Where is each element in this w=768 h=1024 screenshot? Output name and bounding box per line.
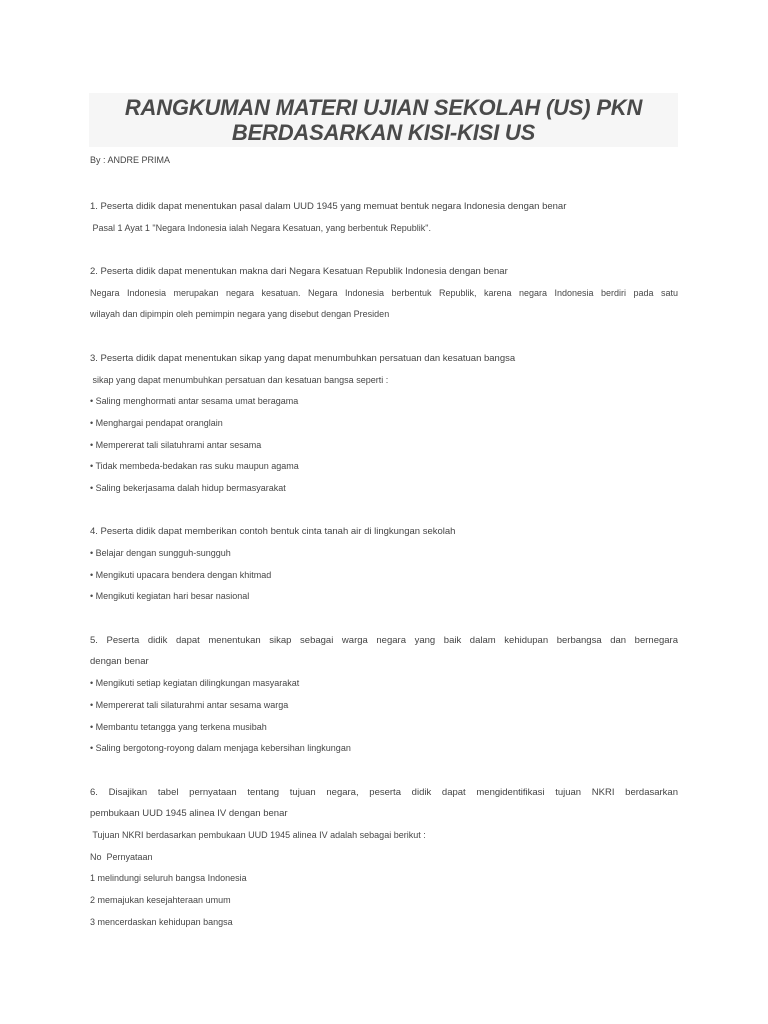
section-2-line: wilayah dan dipimpin oleh pemimpin negara yang disebut dengan Presiden — [90, 309, 390, 320]
list-item: • Saling bekerjasama dalah hidup bermasyarakat — [90, 482, 286, 493]
table-row: 2 memajukan kesejahteraan umum — [90, 895, 231, 905]
list-item: • Saling bergotong-royong dalam menjaga kebersihan lingkungan — [90, 743, 351, 754]
list-item: • Belajar dengan sungguh-sungguh — [90, 548, 231, 558]
spacer — [90, 608, 678, 630]
list-item: • Mengikuti setiap kegiatan dilingkungan masyarakat — [90, 678, 300, 689]
section-3-heading: 3. Peserta didik dapat menentukan sikap yang dapat menumbuhkan persatuan dan kesatuan bangsa — [90, 352, 516, 364]
list-item: • Tidak membeda-bedakan ras suku maupun agama — [90, 461, 299, 472]
list-item: • Menghargai pendapat oranglain — [90, 417, 223, 428]
section-1-heading: 1. Peserta didik dapat menentukan pasal dalam UUD 1945 yang memuat bentuk negara Indonesia dengan benar — [90, 201, 567, 212]
section-6-line: Tujuan NKRI berdasarkan pembukaan UUD 1945 alinea IV adalah sebagai berikut : — [90, 829, 426, 840]
title-banner — [89, 93, 678, 147]
section-1-line: Pasal 1 Ayat 1 "Negara Indonesia ialah Negara Kesatuan, yang berbentuk Republik". — [90, 222, 431, 233]
section-6-heading: 6. Disajikan tabel pernyataan tentang tujuan negara, peserta didik dapat mengidentifikasi tujuan NKRI berdasarkan — [90, 786, 678, 798]
section-2-heading: 2. Peserta didik dapat menentukan makna dari Negara Kesatuan Republik Indonesia dengan benar — [90, 266, 508, 278]
table-row: 1 melindungi seluruh bangsa Indonesia — [90, 873, 247, 884]
list-item: • Mempererat tali silatuhrami antar sesama — [90, 439, 262, 450]
document-body — [90, 196, 678, 933]
spacer — [90, 239, 678, 261]
section-4-heading: 4. Peserta didik dapat memberikan contoh bentuk cinta tanah air di lingkungan sekolah — [90, 526, 456, 538]
table-header: No Pernyataan — [90, 851, 153, 862]
table-row: 3 mencerdaskan kehidupan bangsa — [90, 916, 233, 927]
page-title-line-2: BERDASARKAN KISI-KISI US — [231, 120, 536, 145]
list-item: • Mempererat tali silaturahmi antar sesama warga — [90, 699, 289, 710]
section-2-line: Negara Indonesia merupakan negara kesatuan. Negara Indonesia berbentuk Republik, karena negara Indonesia berdiri pada satu — [90, 287, 678, 298]
list-item: • Mengikuti kegiatan hari besar nasional — [90, 591, 250, 602]
section-5-heading: 5. Peserta didik dapat menentukan sikap sebagai warga negara yang baik dalam kehidupan berbangsa dan bernegara — [90, 634, 678, 646]
section-6-heading-cont: pembukaan UUD 1945 alinea IV dengan benar — [90, 808, 288, 820]
spacer — [90, 326, 678, 348]
page-title-line-1: RANGKUMAN MATERI UJIAN SEKOLAH (US) PKN — [124, 95, 643, 120]
spacer — [90, 760, 678, 782]
list-item: • Saling menghormati antar sesama umat beragama — [90, 396, 299, 407]
spacer — [90, 500, 678, 522]
author-byline: By : ANDRE PRIMA — [90, 155, 171, 165]
section-3-line: sikap yang dapat menumbuhkan persatuan dan kesatuan bangsa seperti : — [90, 374, 389, 385]
section-5-heading-cont: dengan benar — [90, 656, 149, 668]
list-item: • Membantu tetangga yang terkena musibah — [90, 721, 267, 732]
list-item: • Mengikuti upacara bendera dengan khitmad — [90, 569, 272, 580]
